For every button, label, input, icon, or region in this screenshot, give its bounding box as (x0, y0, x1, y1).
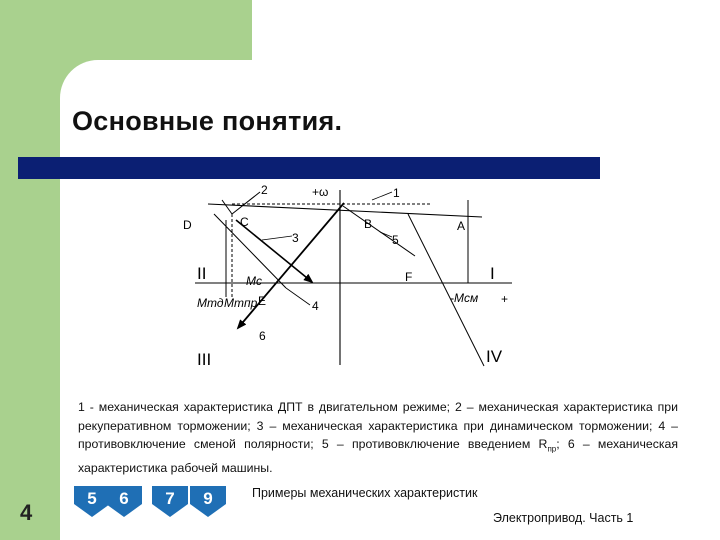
label-quadrant-iv: IV (486, 347, 503, 366)
nav-button-7[interactable] (150, 486, 190, 518)
curve-iv-line (408, 214, 484, 366)
nav-button-6-label: 6 (119, 489, 129, 508)
curve-1-leader (372, 192, 392, 200)
label-m-c: Мс (246, 274, 262, 288)
nav-button-6[interactable] (104, 486, 144, 518)
label-curve-6: 6 (259, 329, 266, 343)
label-plus: + (501, 292, 509, 306)
label-point-e: E (258, 294, 267, 308)
label-point-d: D (183, 218, 192, 232)
label-minus-m-cm: -Мсм (450, 291, 479, 305)
nav-button-7-label: 7 (165, 489, 175, 508)
caption-text-part-1: 1 - механическая характеристика ДПТ в двигательном режиме; 2 – механическая характеристика при рекуперативном торможении; 3 – механическая характеристика при динамическом торможении; 4 – противовключение сменой полярности; 5 – противовключение введением R (78, 400, 678, 451)
nav-button-5-label: 5 (87, 489, 97, 508)
label-curve-4: 4 (312, 299, 319, 313)
curve-1-line (208, 204, 482, 217)
curve-3-arrow (236, 220, 312, 282)
diagram-caption (78, 398, 678, 477)
label-curve-1: 1 (393, 186, 400, 200)
page-number: 4 (20, 500, 33, 525)
footer-label: Электропривод. Часть 1 (493, 511, 634, 525)
label-m-td: Мтд (197, 296, 224, 310)
examples-label: Примеры механических характеристик (252, 486, 478, 500)
label-point-a: A (457, 219, 466, 233)
curve-3-leader (262, 236, 292, 240)
caption-r-subscript: пр (547, 444, 557, 454)
curve-2-line (222, 200, 232, 214)
label-omega-axis: +ω (312, 185, 329, 199)
label-curve-3: 3 (292, 231, 299, 245)
label-quadrant-iii: III (197, 350, 212, 369)
label-m-tpr: Мтпр (224, 296, 258, 310)
nav-button-9[interactable] (188, 486, 228, 518)
label-point-c: C (240, 215, 249, 229)
label-quadrant-i: I (490, 264, 495, 283)
label-curve-5: 5 (392, 233, 399, 247)
slide-title: Основные понятия. (72, 106, 343, 136)
curve-4-leader (286, 288, 310, 305)
label-curve-2: 2 (261, 183, 268, 197)
nav-button-9-label: 9 (203, 489, 213, 508)
caption-text-part-2: ; 6 – механическая характеристика рабочей машины. (78, 437, 678, 475)
label-point-f: F (405, 270, 413, 284)
curve-2-leader (232, 192, 260, 214)
label-quadrant-ii: II (197, 264, 207, 283)
label-point-b: B (364, 217, 373, 231)
